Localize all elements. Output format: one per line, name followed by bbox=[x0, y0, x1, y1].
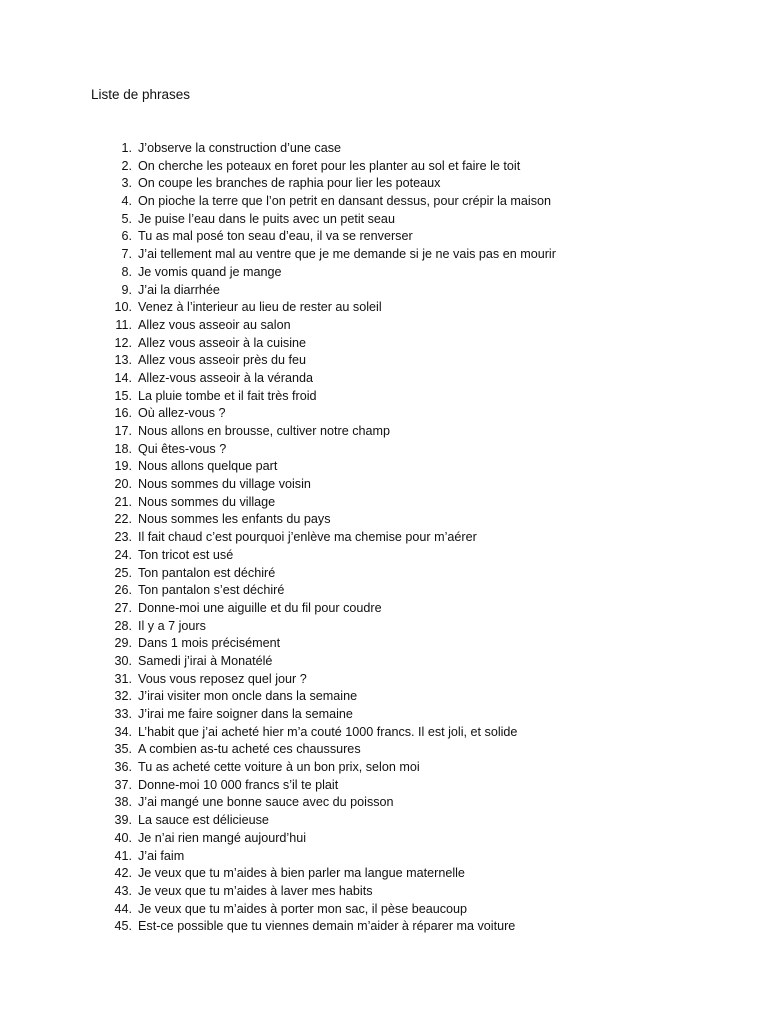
phrase-text: Je vomis quand je mange bbox=[138, 264, 282, 279]
phrase-text: Ton pantalon est déchiré bbox=[138, 565, 276, 580]
phrase-text: Venez à l’interieur au lieu de rester au soleil bbox=[138, 300, 382, 315]
phrase-number: 12. bbox=[114, 335, 132, 350]
phrase-number: 5. bbox=[121, 211, 132, 226]
phrase-text: Je veux que tu m’aides à porter mon sac, il pèse beaucoup bbox=[138, 901, 468, 916]
phrase-text: Ton pantalon s’est déchiré bbox=[138, 583, 285, 598]
phrase-number: 4. bbox=[121, 194, 132, 209]
phrase-text: Samedi j’irai à Monatélé bbox=[138, 653, 273, 668]
phrase-number: 38. bbox=[114, 795, 132, 810]
phrase-number: 14. bbox=[114, 370, 132, 385]
phrase-number: 21. bbox=[114, 494, 132, 509]
phrase-number: 15. bbox=[114, 388, 132, 403]
phrase-text: Je veux que tu m’aides à laver mes habits bbox=[138, 883, 373, 898]
phrase-text: Il fait chaud c’est pourquoi j’enlève ma chemise pour m’aérer bbox=[138, 530, 477, 545]
phrase-number: 43. bbox=[114, 883, 132, 898]
phrase-text: Donne-moi 10 000 francs s’il te plait bbox=[138, 777, 339, 792]
phrase-text: La sauce est délicieuse bbox=[138, 813, 269, 828]
phrase-number: 28. bbox=[114, 618, 132, 633]
phrase-number: 19. bbox=[114, 459, 132, 474]
phrase-text: J’irai me faire soigner dans la semaine bbox=[138, 707, 353, 721]
phrase-text: Ton tricot est usé bbox=[138, 547, 234, 562]
phrase-number: 8. bbox=[121, 264, 132, 279]
phrase-text: Est-ce possible que tu viennes demain m’aider à réparer ma voiture bbox=[138, 919, 516, 934]
phrase-text: Tu as mal posé ton seau d’eau, il va se renverser bbox=[138, 229, 413, 244]
phrase-text: J’observe la construction d’une case bbox=[138, 141, 342, 155]
phrase-number: 1. bbox=[121, 141, 132, 155]
phrase-number: 20. bbox=[114, 477, 132, 492]
phrase-number: 26. bbox=[114, 583, 132, 598]
document-title: Liste de phrases bbox=[91, 87, 191, 102]
phrase-number: 44. bbox=[114, 901, 132, 916]
phrase-number: 9. bbox=[121, 282, 132, 297]
phrase-number: 6. bbox=[121, 229, 132, 244]
phrase-number: 40. bbox=[114, 830, 132, 845]
phrase-text: L’habit que j’ai acheté hier m’a couté 1000 francs. Il est joli, et solide bbox=[138, 724, 518, 739]
phrase-number: 13. bbox=[114, 353, 132, 368]
phrase-text: J’irai visiter mon oncle dans la semaine bbox=[138, 689, 358, 704]
phrase-text: Nous allons en brousse, cultiver notre champ bbox=[138, 424, 391, 438]
phrase-number: 7. bbox=[121, 247, 132, 262]
phrase-number: 41. bbox=[114, 848, 132, 863]
phrase-text: Nous allons quelque part bbox=[138, 459, 278, 474]
phrase-number: 29. bbox=[114, 636, 132, 651]
phrase-text: Nous sommes du village voisin bbox=[138, 477, 311, 492]
phrase-number: 31. bbox=[114, 671, 132, 686]
phrase-text: Nous sommes les enfants du pays bbox=[138, 512, 331, 527]
phrase-number: 30. bbox=[114, 653, 132, 668]
phrase-text: Vous vous reposez quel jour ? bbox=[138, 671, 307, 686]
phrase-text: J’ai mangé une bonne sauce avec du poisson bbox=[138, 795, 394, 810]
phrase-number: 33. bbox=[114, 707, 132, 721]
phrase-number: 17. bbox=[114, 424, 132, 438]
phrase-number: 10. bbox=[114, 300, 132, 315]
phrase-text: On coupe les branches de raphia pour lier les poteaux bbox=[138, 176, 441, 191]
phrase-number: 37. bbox=[114, 777, 132, 792]
phrase-text: Allez-vous asseoir à la véranda bbox=[138, 370, 314, 385]
phrase-number: 45. bbox=[114, 919, 132, 934]
phrase-number: 2. bbox=[121, 158, 132, 173]
phrase-number: 25. bbox=[114, 565, 132, 580]
phrase-text: Dans 1 mois précisément bbox=[138, 636, 281, 651]
phrase-number: 23. bbox=[114, 530, 132, 545]
phrase-text: Nous sommes du village bbox=[138, 494, 276, 509]
phrase-number: 35. bbox=[114, 742, 132, 757]
phrase-text: Il y a 7 jours bbox=[138, 618, 206, 633]
phrase-number: 36. bbox=[114, 760, 132, 775]
phrase-number: 27. bbox=[114, 600, 132, 615]
phrase-number: 32. bbox=[114, 689, 132, 704]
phrase-text: Allez vous asseoir près du feu bbox=[138, 353, 307, 368]
phrase-text: Tu as acheté cette voiture à un bon prix, selon moi bbox=[138, 760, 420, 775]
phrase-text: Allez vous asseoir à la cuisine bbox=[138, 335, 306, 350]
phrase-text: J’ai faim bbox=[138, 848, 185, 863]
phrase-text: A combien as-tu acheté ces chaussures bbox=[138, 742, 361, 757]
phrase-number: 18. bbox=[114, 441, 132, 456]
phrase-text: Je puise l’eau dans le puits avec un petit seau bbox=[138, 211, 395, 226]
phrase-number: 39. bbox=[114, 813, 132, 828]
phrase-text: J’ai la diarrhée bbox=[138, 282, 220, 297]
phrase-text: On cherche les poteaux en foret pour les planter au sol et faire le toit bbox=[138, 158, 521, 173]
phrase-number: 34. bbox=[114, 724, 132, 739]
phrase-number: 24. bbox=[114, 547, 132, 562]
phrase-text: Je veux que tu m’aides à bien parler ma langue maternelle bbox=[138, 866, 465, 881]
phrase-number: 16. bbox=[114, 406, 132, 421]
phrase-text: Allez vous asseoir au salon bbox=[138, 317, 291, 332]
phrase-text: On pioche la terre que l’on petrit en dansant dessus, pour crépir la maison bbox=[138, 194, 552, 209]
phrase-number: 3. bbox=[121, 176, 132, 191]
phrase-text: Où allez-vous ? bbox=[138, 406, 226, 421]
phrase-text: J’ai tellement mal au ventre que je me demande si je ne vais pas en mourir bbox=[138, 247, 556, 262]
phrase-number: 42. bbox=[114, 866, 132, 881]
phrase-number: 11. bbox=[115, 317, 132, 332]
phrase-text: Je n’ai rien mangé aujourd’hui bbox=[138, 830, 307, 845]
phrase-number: 22. bbox=[114, 512, 132, 527]
phrase-text: Donne-moi une aiguille et du fil pour coudre bbox=[138, 600, 382, 615]
phrase-text: La pluie tombe et il fait très froid bbox=[138, 388, 317, 403]
phrase-text: Qui êtes-vous ? bbox=[138, 441, 227, 456]
